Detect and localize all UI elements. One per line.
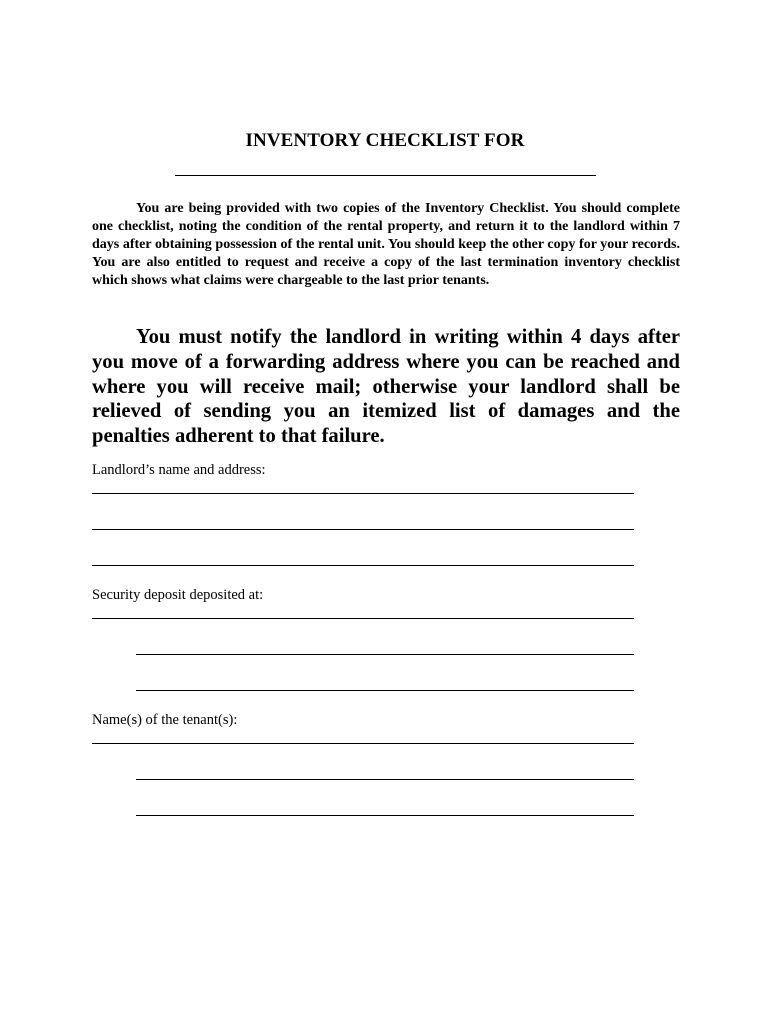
page-title: INVENTORY CHECKLIST FOR: [245, 130, 525, 151]
notice-paragraph: You must notify the landlord in writing within 4 days after you move of a forwarding address where you can be reached and where you will receive mail; otherwise your landlord shall be relieved of sending you an itemized list of damages and the penalties adherent to that failure.: [92, 326, 680, 448]
tenants-line-3[interactable]: [136, 815, 634, 816]
tenants-line-2[interactable]: [136, 779, 634, 780]
intro-paragraph: You are being provided with two copies of the Inventory Checklist. You should complete one checklist, noting the condition of the rental property, and return it to the landlord within 7 days after obtaining possession of the rental unit. You should keep the other copy for your records. You are also entitled to request and receive a copy of the last termination inventory checklist which shows what claims were chargeable to the last prior tenants.: [92, 201, 680, 288]
landlord-label: Landlord’s name and address:: [92, 462, 266, 478]
title-blank-line[interactable]: [175, 175, 596, 176]
landlord-line-1[interactable]: [92, 493, 634, 494]
deposit-line-1[interactable]: [92, 618, 634, 619]
deposit-line-2[interactable]: [136, 654, 634, 655]
deposit-line-3[interactable]: [136, 690, 634, 691]
deposit-label: Security deposit deposited at:: [92, 587, 264, 603]
landlord-line-2[interactable]: [92, 529, 634, 530]
tenants-line-1[interactable]: [92, 743, 634, 744]
landlord-line-3[interactable]: [92, 565, 634, 566]
tenants-label: Name(s) of the tenant(s):: [92, 712, 238, 728]
